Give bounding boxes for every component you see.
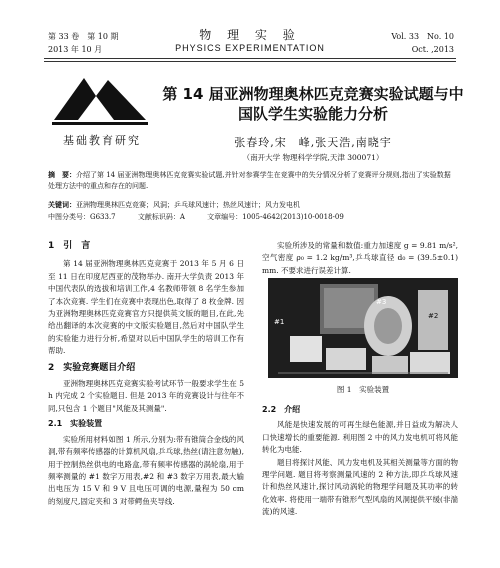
section-2-1-paragraph: 实验所用材料如图 1 所示,分别为:带有锥筒合金线的风洞,带有频率传感器的计算机风扇,乒乓球,热丝(请注意勿触),用于控制热丝供电的电路盒,带有频率传感器的涡轮扇,用于频率测量的 #1 数字万用表,#2 和 #3 数字万用表,最大输出电压为 15 V 和 9 V 且电压可调的电源,量程为 50 cm 的刻度尺,固定夹和 3 对带鳄鱼夹导线. xyxy=(48,434,244,506)
journal-name-en: PHYSICS EXPERIMENTATION xyxy=(175,43,325,53)
header-rule xyxy=(44,58,456,59)
fig-label-1: #1 xyxy=(274,318,285,326)
journal-name-cn: 物 理 实 验 xyxy=(199,28,301,42)
article-number: 文章编号：1005-4642(2013)10-0018-09 xyxy=(207,213,344,221)
classification-line xyxy=(48,212,454,223)
constants-paragraph: 实验所涉及的常量和数值:重力加速度 g = 9.81 m/s²,空气密度 ρ₀ = 1.2 kg/m³,乒乓球直径 d₀ = (39.5±0.1) mm. 不要求进行误差计算. xyxy=(262,241,458,275)
abstract xyxy=(48,170,454,192)
clc-number: 中图分类号：G633.7 xyxy=(48,213,116,221)
left-column xyxy=(48,240,244,508)
doc-code: 文献标识码：A xyxy=(137,213,185,221)
header-right xyxy=(391,30,454,56)
section-2-paragraph: 亚洲物理奥林匹克竞赛实验考试环节一般要求学生在 5 h 内完成 2 个实验题目. 但是 2013 年的竞赛设计与往年不同,只包含 1 个题目"风能及其测量". xyxy=(48,379,244,413)
figure-1-photo xyxy=(268,278,458,378)
section-logo-icon xyxy=(48,72,152,130)
right-column-top xyxy=(262,240,458,277)
fig-label-3: #3 xyxy=(376,298,387,306)
section-1-paragraph: 第 14 届亚洲物理奥林匹克竞赛于 2013 年 5 月 6 日至 11 日在印度尼西亚的茂物举办. 南开大学负责 2013 年中国代表队的选拔和培训工作,4 名教师带领 8 名学生参加了本次竞赛. 学生们在竞赛中表现出色,取得了 8 枚金牌. 因为亚洲物理奥林匹克竞赛官方只提供英文版的题目,在此,先给出翻译的本次竞赛的中文版实验题目,然后对中国队学生的实验能力进行分析,希望对以后中国队学生的培训工作有帮助. xyxy=(48,259,244,356)
section-2-2-paragraph-2: 题目将探讨风能、风力发电机及其相关测量等方面的物理学问题. 题目将考察测量风速的 2 种方法,即乒乓球风速计和热丝风速计,探讨风动涡轮的物理学问题及其功率的转化效率. 将使用一端带有锥形气型风扇的风洞提供平缓(非湍流)的风速. xyxy=(262,457,458,517)
keywords-text: 亚洲物理奥林匹克竞赛；风洞；乒乓球风速计；热丝风速计；风力发电机 xyxy=(76,201,300,209)
authors: 张春玲,宋 峰,张天浩,南晓宇 xyxy=(234,136,392,149)
header-rule-thin xyxy=(44,61,456,62)
volume-issue: 第 33 卷 第 10 期 xyxy=(48,32,119,41)
affiliation: （南开大学 物理科学学院,天津 300071） xyxy=(242,153,384,162)
section-2-2-heading: 2.2 介绍 xyxy=(262,405,301,414)
section-1-heading: 1 引 言 xyxy=(48,241,91,251)
right-column-bottom xyxy=(262,404,458,519)
article-title: 第 14 届亚洲物理奥林匹克竞赛实验试题与中国队学生实验能力分析 xyxy=(162,85,464,123)
fig-label-2: #2 xyxy=(428,312,439,320)
volume-issue-en: Vol. 33 No. 10 xyxy=(391,32,454,41)
keywords-label: 关键词： xyxy=(48,201,76,209)
issue-date-en: Oct. ,2013 xyxy=(411,45,454,54)
figure-1-caption: 图 1 实验装置 xyxy=(336,385,390,394)
section-2-2-paragraph-1: 风能是快速发展的可再生绿色能源,并日益成为解决人口快速增长的重要能源. 利用图 2 中的风力发电机可将风能转化为电能. xyxy=(262,420,458,455)
section-2-heading: 2 实验竞赛题目介绍 xyxy=(48,362,136,373)
issue-date: 2013 年 10 月 xyxy=(48,45,103,54)
abstract-text: 介绍了第 14 届亚洲物理奥林匹克竞赛实验试题,并针对参赛学生在竞赛中的失分情况分析了竞赛评分规则,指出了实验数据处理方法中的重点和存在的问题. xyxy=(48,171,451,190)
abstract-label: 摘 要： xyxy=(48,171,76,179)
apparatus-illustration xyxy=(268,278,458,378)
keywords xyxy=(48,200,454,211)
section-label: 基础教育研究 xyxy=(63,134,141,147)
section-2-1-heading: 2.1 实验装置 xyxy=(48,419,103,429)
